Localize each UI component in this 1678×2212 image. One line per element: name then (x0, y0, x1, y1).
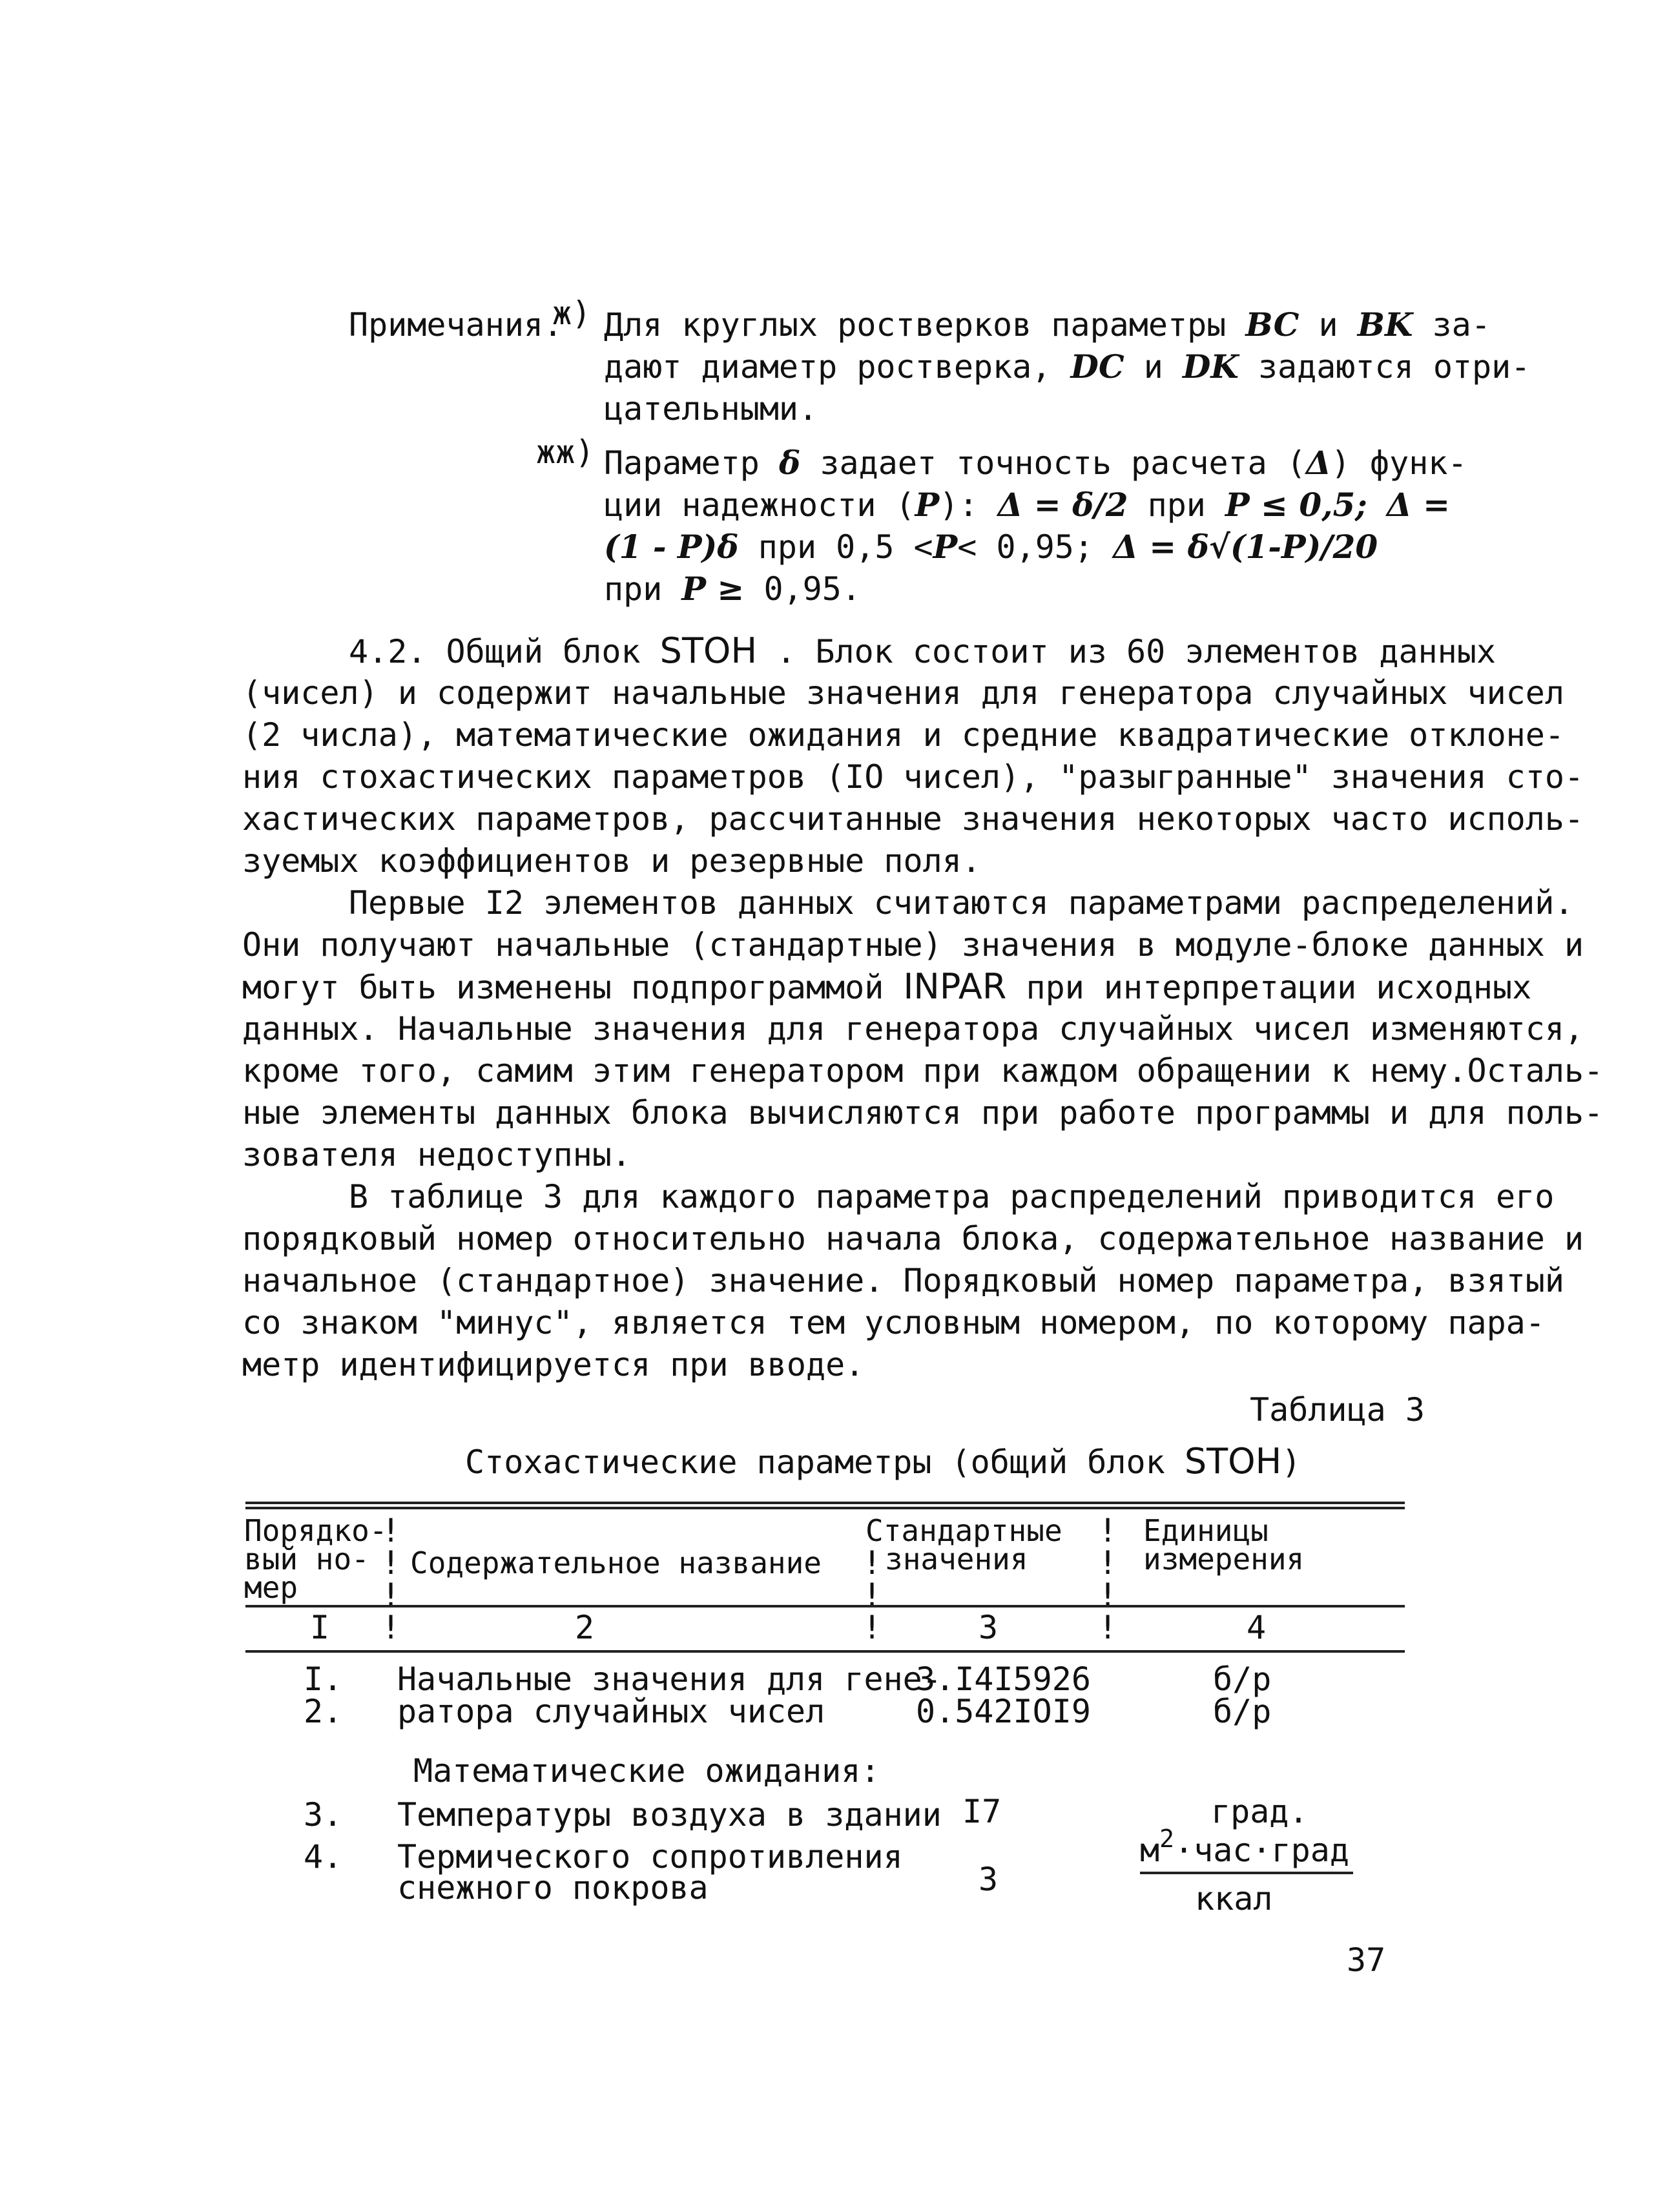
note-1-line-1: Для круглых ростверков параметры BC и BK за- (604, 305, 1491, 344)
row-num: 2. (304, 1693, 343, 1730)
section-heading: Математические ожидания: (413, 1752, 880, 1790)
para-2-line-2: Они получают начальные (стандартные) значения в модуле-блоке данных и (242, 926, 1584, 964)
para-2-line-3: могут быть изменены подпрограммой INPAR при интерпретации исходных (242, 966, 1532, 1007)
row-value: 3 (979, 1861, 999, 1898)
page-number: 37 (1347, 1941, 1386, 1979)
para-2-line-6: ные элементы данных блока вычисляются при работе программы и для поль- (242, 1094, 1604, 1132)
separator: ! (862, 1609, 882, 1646)
var-bk: BK (1357, 305, 1413, 344)
header-rule (245, 1605, 1405, 1607)
table-label: Таблица 3 (1250, 1391, 1425, 1429)
formula-sqrt: Δ = δ√(1-P)/20 (1113, 528, 1378, 566)
para-4-2-line-1: 4.2. Общий блок STOH . Блок состоит из 60 элементов данных (349, 630, 1496, 671)
row-unit: б/р (1213, 1660, 1272, 1698)
col-4-header: Единицы измерения (1143, 1513, 1305, 1576)
var-bc: BC (1245, 305, 1300, 344)
formula-p-le: P ≤ 0,5; (1225, 486, 1367, 524)
para-2-line-7: зователя недоступны. (242, 1136, 632, 1173)
var-big-delta: Δ (1305, 444, 1331, 482)
table-top-rule-2 (245, 1507, 1405, 1509)
unit-numerator: $м^2\cdot час\cdot град$ (1140, 1824, 1349, 1869)
formula-delta-half: Δ = δ/2 (997, 486, 1128, 524)
note-2-line-4: при P ≥ 0,95. (604, 570, 861, 608)
row-num: 3. (304, 1796, 343, 1834)
para-3-line-1: В таблице 3 для каждого параметра распределений приводится его (349, 1178, 1555, 1215)
unit-fraction-bar (1140, 1872, 1353, 1874)
row-name-line-1: Термического сопротивления (397, 1838, 903, 1876)
para-4-2-line-2: (чисел) и содержит начальные значения для генератора случайных чисел (242, 674, 1564, 712)
para-2-line-5: кроме того, самим этим генератором при каждом обращении к нему.Осталь- (242, 1052, 1604, 1090)
col-1-header: Порядко- вый но- мер (244, 1513, 388, 1605)
col-3-header: Стандартные значения (865, 1513, 1062, 1576)
para-4-2-line-4: ния стохастических параметров (IO чисел), "разыгранные" значения сто- (242, 758, 1584, 796)
separator: ! (381, 1609, 401, 1646)
table-top-rule (245, 1502, 1405, 1504)
col-2-header: Содержательное название (410, 1545, 822, 1580)
separator: ! (1098, 1609, 1118, 1646)
row-value: I7 (962, 1793, 1002, 1830)
col-num-2: 2 (575, 1609, 595, 1646)
formula-p: P (933, 528, 958, 566)
para-3-line-3: начальное (стандартное) значение. Порядковый номер параметра, взятый (242, 1262, 1564, 1299)
para-4-2-line-3: (2 числа), математические ожидания и средние квадратические отклоне- (242, 716, 1564, 754)
para-3-line-2: порядковый номер относительно начала блока, содержательное название и (242, 1220, 1584, 1257)
col-num-4: 4 (1247, 1609, 1267, 1646)
var-p: P (915, 486, 940, 524)
note-2-line-3: (1 - P)δ при 0,5 <P< 0,95; Δ = δ√(1-P)/20 (604, 528, 1378, 566)
note-2-line-1: Параметр δ задает точность расчета (Δ) функ- (604, 444, 1467, 482)
note-2-line-2: ции надежности (P): Δ = δ/2 при P ≤ 0,5; Δ = (604, 486, 1450, 524)
var-delta: δ (778, 444, 801, 482)
var-dk: DK (1182, 347, 1239, 386)
formula-p-ge: P ≥ (681, 570, 745, 608)
note-marker-1: ж) (552, 295, 592, 332)
block-name: STOH (659, 630, 758, 671)
separator: ! ! (862, 1544, 882, 1614)
row-name-line-2: снежного покрова (397, 1869, 709, 1907)
table-title-block: STOH (1184, 1441, 1282, 1482)
var-dc: DC (1070, 347, 1124, 386)
row-name: ратора случайных чисел (397, 1693, 825, 1730)
row-name: Температуры воздуха в здании (397, 1796, 942, 1834)
para-4-2-line-5: хастических параметров, рассчитанные значения некоторых часто исполь- (242, 800, 1584, 838)
col-num-3: 3 (979, 1609, 999, 1646)
para-2-line-4: данных. Начальные значения для генератора случайных чисел изменяются, (242, 1010, 1584, 1048)
formula-delta-eq: Δ = (1386, 486, 1450, 524)
separator: ! ! ! (381, 1512, 401, 1614)
para-4-2-line-6: зуемых коэффициентов и резервные поля. (242, 842, 981, 880)
col-num-1: I (310, 1609, 330, 1646)
para-3-line-5: метр идентифицируется при вводе. (242, 1346, 865, 1383)
row-unit: б/р (1213, 1693, 1272, 1730)
note-1-line-3: цательными. (604, 390, 818, 428)
unit-denominator: ккал (1195, 1880, 1273, 1917)
formula-one-minus-p: (1 - P)δ (604, 528, 739, 566)
row-num: 4. (304, 1838, 343, 1876)
subroutine-name: INPAR (903, 966, 1007, 1007)
notes-label: Примечания. (349, 306, 563, 344)
row-value: 0.542IOI9 (916, 1693, 1091, 1730)
row-num: I. (304, 1660, 343, 1698)
para-2-line-1: Первые I2 элементов данных считаются параметрами распределений. (349, 884, 1574, 922)
row-unit: град. (1211, 1793, 1309, 1830)
table-title: Стохастические параметры (общий блок STOH) (465, 1441, 1301, 1482)
note-marker-2: жж) (536, 433, 595, 471)
note-1-line-2: дают диаметр ростверка, DC и DK задаются отри- (604, 347, 1531, 386)
column-numbers-rule (245, 1650, 1405, 1653)
row-value: 3.I4I5926 (916, 1660, 1091, 1698)
row-name: Начальные значения для гене- (397, 1660, 942, 1698)
separator: ! ! ! (1098, 1512, 1118, 1614)
para-3-line-4: со знаком "минус", является тем условным номером, по которому пара- (242, 1304, 1545, 1341)
